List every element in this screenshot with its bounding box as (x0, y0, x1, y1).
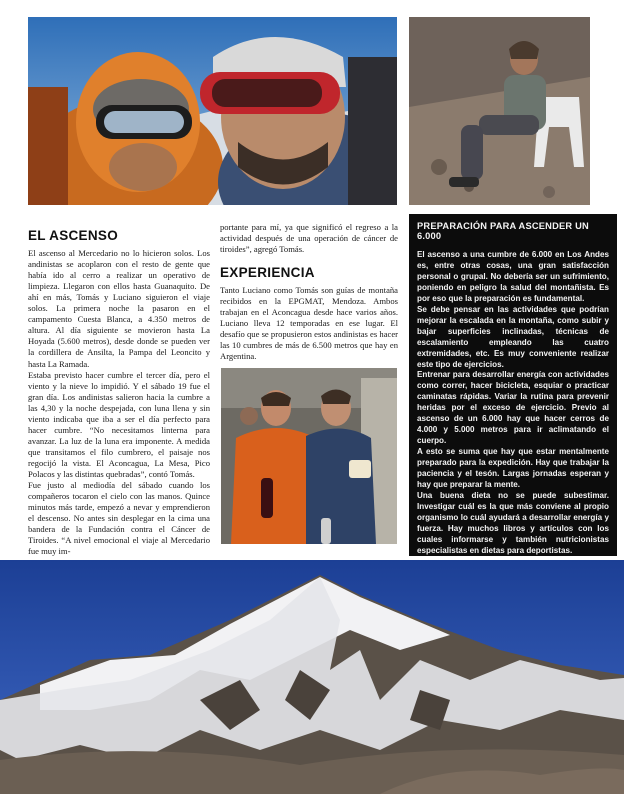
ascenso-column (28, 230, 210, 557)
sidebar-paragraph: Se debe pensar en las actividades que podrían mejorar la escalada en la montaña, como subir y bajar superficies inclinadas, técnicas de escalamiento empleando las cuatro extremidades, etc. Es muy conveniente realizar este tipo de ejercicios. (417, 304, 609, 369)
preparation-sidebar (409, 214, 617, 556)
two-climbers-selfie-photo (28, 17, 397, 205)
ascenso-paragraph: Estaba previsto hacer cumbre el tercer día, pero el viento y la nieve lo impidió. Y el sábado 19 fue el gran día. Los andinistas salieron hacia la cumbre a las 4,30 y la noche despejada, con luna llena y sin viento indicaba que iba a ser el día perfecto para hacer cumbre. “No necesitamos linterna para avanzar. La luz de la luna era imponente. A medida que transitamos el filo cumbrero, el paisaje nos regocijó la vista. El Aconcagua, La Mesa, Pico Polacos y las distintas quebradas”, contó Tomás. (28, 369, 210, 479)
sidebar-title: PREPARACIÓN PARA ASCENDER UN 6.000 (417, 221, 589, 241)
snowy-mountain-peak-photo (0, 560, 624, 794)
experiencia-text: Tanto Luciano como Tomás son guías de montaña recibidos en la EPGMAT, Mendoza. Ambos trabajan en el Aconcagua desde hace varios años. Luciano lleva 12 temporadas en ese lugar. El desafío que se propusieron estos andinistas es hacer las 10 cumbres de más de 6.500 metros que hay en Argentina. (220, 285, 398, 362)
celebration-in-refuge-photo (221, 368, 397, 544)
sidebar-paragraph: A esto se suma que hay que estar mentalmente preparado para la expedición. Hay que trabajar la paciencia y el tesón. Largas jornadas esperan y hay que preparar la mente. (417, 447, 609, 490)
continuation-column (220, 222, 398, 363)
ascenso-paragraph: Fue justo al mediodía del sábado cuando los compañeros tocaron el cielo con las manos. Quince minutos más tarde, empezó a nevar y emprendieron el descenso. No antes sin desplegar en la cima una bandera de la Fundación contra el Cáncer de Tiroides. “A nivel emocional el viaje al Mercedario fue muy im- (28, 480, 210, 557)
sidebar-paragraph: Una buena dieta no se puede subestimar. Investigar cuál es la que más conviene al propio organismo lo cuál ayudará a desarrollar energía y fuerza. Hay muchos libros y artículos con los cuales informarse y también nutricionistas especialistas en dietas para deportistas. (417, 490, 609, 555)
sidebar-paragraph: El ascenso a una cumbre de 6.000 en Los Andes es, entre otras cosas, una gran satisfacción personal o grupal. No debería ser un sufrimiento, poniendo en peligro la salud del montañista. Es por eso que la preparación es fundamental. (417, 250, 609, 303)
sidebar-body (417, 250, 609, 557)
ascenso-title: EL ASCENSO (28, 228, 119, 243)
climber-resting-on-chair-photo (409, 17, 590, 205)
ascenso-paragraph: El ascenso al Mercedario no lo hicieron solos. Los andinistas se acoplaron con el resto de gente que había ido al cerro a realizar un operativo de limpieza. Llegaron con ellos hasta Guanaquito. De ahí en más, Tomás y Luciano siguieron el viaje solos. La primera noche la pasaron en el campamento Cuesta Blanca, a 4.350 metros de altura. Al día siguiente se movieron hasta La Hoyada (5.600 metros), desde donde se pueden ver la cordillera de Ansilta, la Pampa del Leoncito y hasta La Ramada. (28, 248, 210, 369)
sidebar-paragraph: Entrenar para desarrollar energía con actividades como correr, hacer bicicleta, esquiar o practicar caminatas rápidas. Variar la rutina para prevenir heridas por el exceso de ejercicio. Previo al ascenso de un 6.000 hay que hacer cerros de 4.000 y 5.000 metros para ir aclimatando el cuerpo. (417, 370, 609, 446)
experiencia-title: EXPERIENCIA (220, 265, 315, 281)
continuation-text: portante para mí, ya que significó el regreso a la actividad después de una operación de cáncer de tiroides”, agregó Tomás. (220, 222, 398, 255)
